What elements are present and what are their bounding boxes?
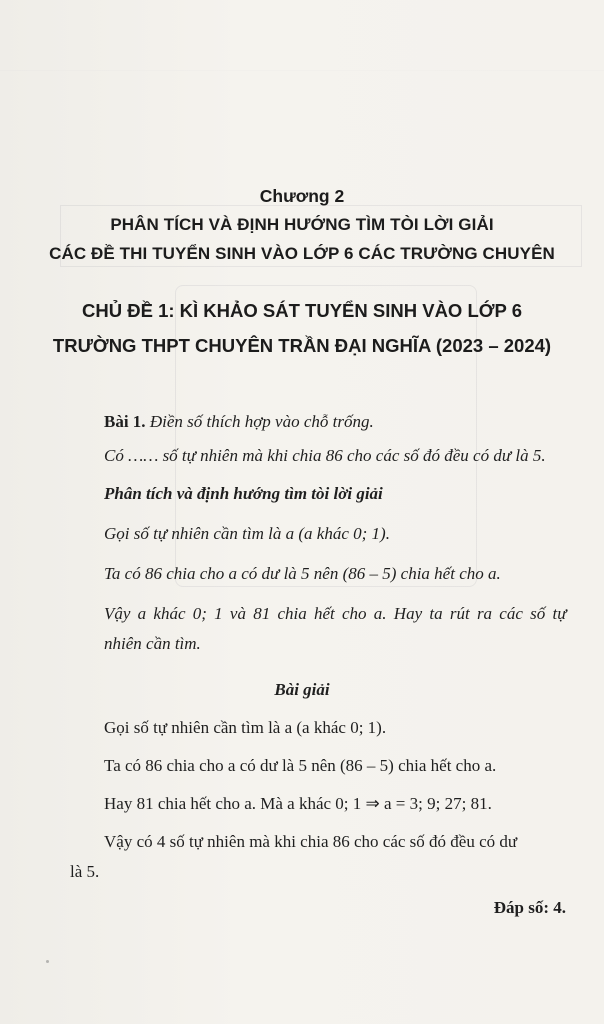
solution-heading: Bài giải (274, 680, 330, 699)
solution-line-1: Gọi số tự nhiên cần tìm là a (a khác 0; 1). (104, 718, 387, 737)
problem-statement-line (104, 412, 374, 432)
chapter-title-line1: PHÂN TÍCH VÀ ĐỊNH HƯỚNG TÌM TÒI LỜI GIẢI (110, 215, 494, 234)
chapter-title-line2: CÁC ĐỀ THI TUYỂN SINH VÀO LỚP 6 CÁC TRƯỜNG CHUYÊN (49, 244, 555, 263)
solution-line-5: là 5. (70, 862, 100, 881)
analysis-line-2: Ta có 86 chia cho a có dư là 5 nên (86 – 5) chia hết cho a. (104, 564, 501, 583)
chapter-number: Chương 2 (259, 186, 345, 206)
analysis-heading: Phân tích và định hướng tìm tòi lời giải (104, 484, 383, 503)
analysis-line-1: Gọi số tự nhiên cần tìm là a (a khác 0; 1). (104, 524, 390, 543)
problem-statement: Điền số thích hợp vào chỗ trống. (149, 412, 374, 431)
solution-line-4: Vậy có 4 số tự nhiên mà khi chia 86 cho các số đó đều có dư (104, 832, 518, 851)
bleed-through-header (0, 58, 604, 71)
paper-speck (46, 960, 49, 963)
problem-question: Có …… số tự nhiên mà khi chia 86 cho các số đó đều có dư là 5. (104, 446, 546, 465)
solution-line-2: Ta có 86 chia cho a có dư là 5 nên (86 – 5) chia hết cho a. (104, 756, 497, 775)
solution-line-3: Hay 81 chia hết cho a. Mà a khác 0; 1 ⇒ a = 3; 9; 27; 81. (104, 794, 492, 813)
topic-title-line1: CHỦ ĐỀ 1: KÌ KHẢO SÁT TUYỂN SINH VÀO LỚP 6 (82, 300, 522, 321)
solution-answer: Đáp số: 4. (493, 898, 566, 917)
topic-title-line2: TRƯỜNG THPT CHUYÊN TRẦN ĐẠI NGHĨA (2023 – 2024) (52, 335, 552, 356)
problem-label: Bài 1. (104, 412, 146, 431)
analysis-line-3: Vậy a khác 0; 1 và 81 chia hết cho a. Hay ta rút ra các số tự (104, 604, 567, 623)
analysis-line-4: nhiên cần tìm. (104, 634, 201, 653)
